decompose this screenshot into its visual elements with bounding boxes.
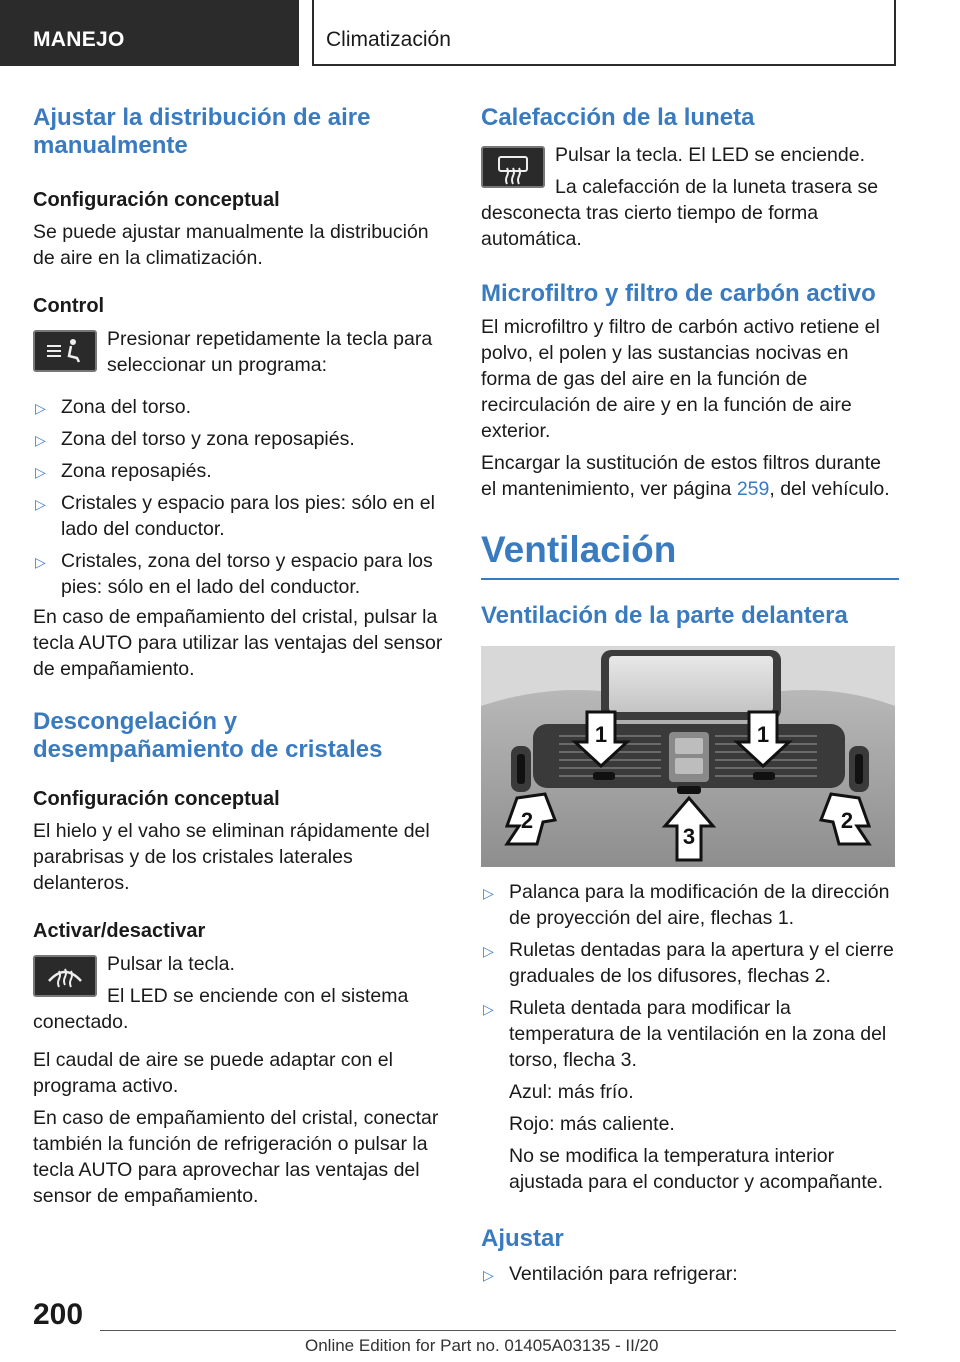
- footer-divider: [100, 1330, 896, 1331]
- control-row: [33, 326, 451, 378]
- list-item: ▷ Zona del torso.: [33, 394, 451, 420]
- rear-text-2: La calefacción de la luneta trasera se desconecta tras cierto tiempo de forma automática.: [481, 176, 879, 250]
- control-text: Presionar repetidamente la tecla para seleccionar un programa:: [107, 328, 433, 376]
- list-item: ▷ Cristales, zona del torso y espacio para los pies: sólo en el lado del conductor.: [35, 550, 433, 598]
- triangle-bullet-icon: ▷: [483, 1001, 494, 1017]
- defrost-concept-heading: Configuración conceptual: [33, 788, 280, 810]
- figure-label: 2: [520, 808, 534, 833]
- air-distribution-button-icon: [33, 330, 97, 372]
- list-item: ▷ Zona reposapiés.: [33, 458, 451, 484]
- rear-heating-block: [481, 142, 899, 252]
- triangle-bullet-icon: ▷: [483, 885, 494, 901]
- list-item: ▷ Cristales y espacio para los pies: sólo en el lado del conductor.: [35, 492, 435, 540]
- toggle-text-2: El LED se enciende con el sistema conectado.: [33, 985, 409, 1033]
- triangle-bullet-icon: ▷: [35, 496, 46, 512]
- dashboard-vents-photo: [481, 646, 895, 867]
- topic-label: Climatización: [326, 28, 451, 51]
- toggle-text-1: Pulsar la tecla.: [107, 953, 235, 975]
- section-title-rear-heating: Calefacción de la luneta: [481, 104, 755, 131]
- flow-text: El caudal de aire se puede adaptar con el programa activo.: [33, 1049, 393, 1097]
- section-title-filter: Microfiltro y filtro de carbón activo: [481, 280, 876, 307]
- edition-note: Online Edition for Part no. 01405A03135 - II/20: [305, 1336, 659, 1355]
- list-item: ▷ Zona del torso y zona reposapiés.: [33, 426, 451, 452]
- figure-label: 1: [756, 722, 770, 747]
- fog-text: En caso de empañamiento del cristal, pulsar la tecla AUTO para utilizar las ventajas del sensor de empañamiento.: [33, 606, 443, 680]
- temperature-note: No se modifica la temperatura interior ajustada para el conductor y acompañante.: [509, 1145, 883, 1193]
- triangle-bullet-icon: ▷: [35, 464, 46, 480]
- fog-text-2: En caso de empañamiento del cristal, conectar también la función de refrigeración o pulsar la tecla AUTO para aprovechar las ventajas del sensor de empañamiento.: [33, 1107, 439, 1207]
- list-item: ▷ Palanca para la modificación de la dirección de proyección del aire, flechas 1.: [483, 881, 890, 929]
- concept-heading: Configuración conceptual: [33, 189, 280, 211]
- page-number: 200: [33, 1298, 84, 1331]
- control-heading: Control: [33, 295, 105, 317]
- chapter-label: MANEJO: [33, 28, 125, 51]
- triangle-bullet-icon: ▷: [483, 943, 494, 959]
- red-note: Rojo: más caliente.: [509, 1113, 675, 1135]
- filter-text-1: El microfiltro y filtro de carbón activo retiene el polvo, el polen y las sustancias nocivas en forma de gas del aire en la función de recirculación de aire y en la función de aire exterior.: [481, 316, 880, 442]
- blue-note: Azul: más frío.: [509, 1081, 634, 1103]
- concept-text: Se puede ajustar manualmente la distribución de aire en la climatización.: [33, 221, 429, 269]
- vent-controls-list: [481, 879, 899, 1073]
- figure-label: 3: [682, 824, 696, 849]
- right-column: [481, 104, 899, 1287]
- toggle-heading: Activar/desactivar: [33, 920, 206, 942]
- chapter-tab: [0, 0, 299, 66]
- page-reference-link[interactable]: 259: [736, 478, 770, 500]
- program-list: [33, 394, 451, 600]
- section-title-front-ventilation: Ventilación de la parte delantera: [481, 602, 848, 629]
- figure-label: 2: [840, 808, 854, 833]
- topic-tab: [312, 0, 896, 66]
- list-item: ▷ Ventilación para refrigerar:: [481, 1261, 899, 1287]
- temperature-notes: [481, 1079, 899, 1195]
- list-item: ▷ Ruleta dentada para modificar la temperatura de la ventilación en la zona del torso, flecha 3.: [483, 997, 887, 1071]
- figure-label: 1: [594, 722, 608, 747]
- toggle-block: [33, 951, 451, 1035]
- adjust-list: [481, 1261, 899, 1287]
- section-title-defrost: Descongelación y desempañamiento de cristales: [33, 708, 383, 763]
- section-title-adjust: Ajustar: [481, 1225, 564, 1252]
- list-item: ▷ Ruletas dentadas para la apertura y el cierre graduales de los difusores, flechas 2.: [483, 939, 894, 987]
- rear-window-heating-button-icon: [481, 146, 545, 188]
- left-column: [33, 104, 451, 1209]
- section-title-air-distribution: Ajustar la distribución de aire manualmente: [33, 104, 371, 159]
- triangle-bullet-icon: ▷: [483, 1267, 494, 1283]
- ventilation-title-block: [481, 528, 899, 580]
- chapter-title-ventilation: Ventilación: [481, 529, 677, 570]
- defrost-concept-text: El hielo y el vaho se eliminan rápidamente del parabrisas y de los cristales laterales delanteros.: [33, 820, 430, 894]
- triangle-bullet-icon: ▷: [35, 432, 46, 448]
- windshield-defrost-button-icon: [33, 955, 97, 997]
- filter-text-2: Encargar la sustitución de estos filtros durante el mantenimiento, ver página 259, del vehículo.: [481, 452, 890, 500]
- triangle-bullet-icon: ▷: [35, 400, 46, 416]
- triangle-bullet-icon: ▷: [35, 554, 46, 570]
- rear-text-1: Pulsar la tecla. El LED se enciende.: [555, 144, 866, 166]
